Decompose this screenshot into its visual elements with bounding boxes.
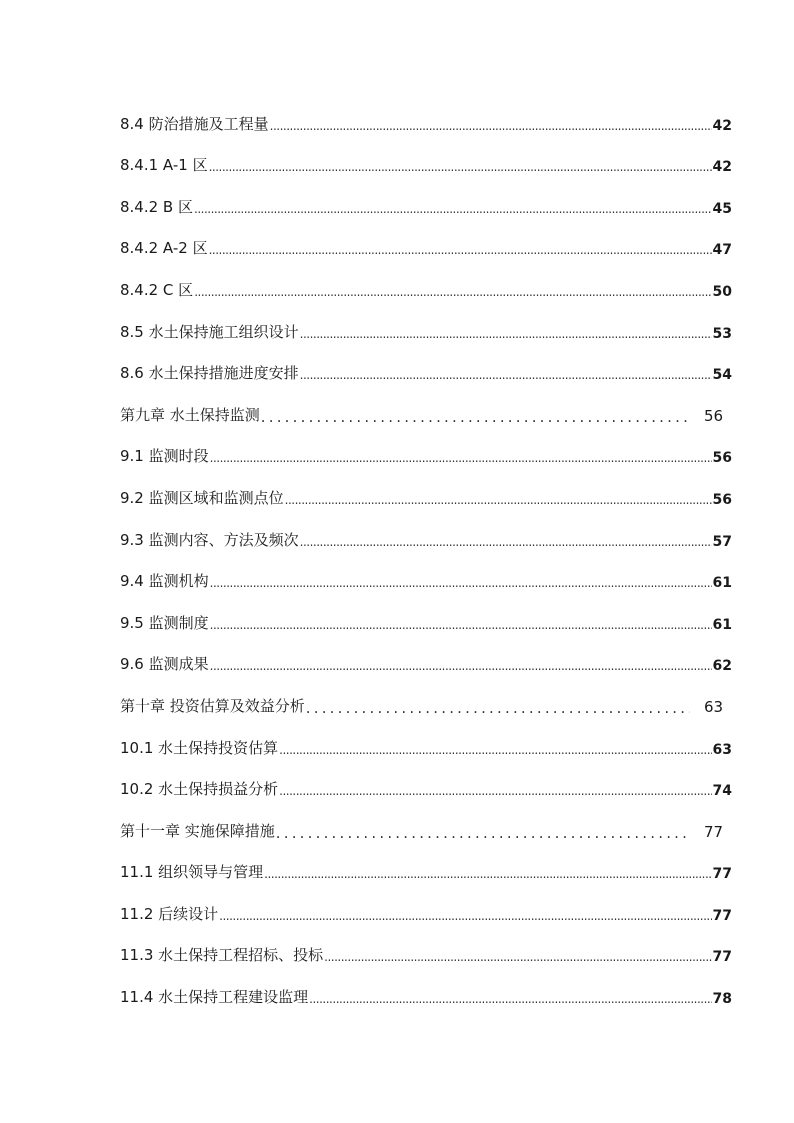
dot-leader	[300, 368, 712, 383]
toc-entry-label: 8.4.2 A-2 区	[120, 239, 208, 258]
toc-chapter-label: 第十一章 实施保障措施	[120, 821, 275, 840]
toc-entry-label: 9.2 监测区域和监测点位	[120, 488, 284, 507]
toc-chapter-11[interactable]	[120, 811, 732, 853]
toc-entry-label: 10.1 水土保持投资估算	[120, 738, 279, 757]
toc-entry-label: 8.6 水土保持措施进度安排	[120, 364, 299, 383]
toc-entry-page: 53	[712, 325, 732, 342]
dot-leader	[300, 535, 712, 550]
toc-entry-9-4[interactable]	[120, 562, 732, 604]
toc-entry-11-2[interactable]	[120, 894, 732, 936]
toc-entry-page: 77	[712, 866, 732, 883]
toc-entry-label: 9.3 监测内容、方法及频次	[120, 530, 299, 549]
toc-entry-8-4-1[interactable]	[120, 146, 732, 188]
toc-entry-label: 9.6 监测成果	[120, 655, 209, 674]
toc-entry-page: 45	[712, 200, 732, 217]
toc-entry-label: 8.4.1 A-1 区	[120, 156, 208, 175]
dot-leader	[306, 701, 690, 716]
dot-leader	[210, 659, 712, 674]
table-of-contents	[120, 104, 732, 1019]
toc-entry-page: 42	[712, 117, 732, 134]
dot-leader	[210, 576, 712, 591]
toc-chapter-10[interactable]	[120, 686, 732, 728]
toc-entry-label: 8.4.2 C 区	[120, 280, 194, 299]
toc-entry-page: 47	[712, 242, 732, 259]
toc-entry-label: 8.5 水土保持施工组织设计	[120, 322, 299, 341]
toc-entry-page: 62	[712, 658, 732, 675]
toc-entry-9-3[interactable]	[120, 520, 732, 562]
toc-entry-page: 63	[712, 741, 732, 758]
dot-leader	[276, 826, 690, 841]
toc-chapter-label: 第十章 投资估算及效益分析	[120, 696, 305, 715]
toc-entry-9-6[interactable]	[120, 645, 732, 687]
toc-entry-label: 11.2 后续设计	[120, 904, 219, 923]
dot-leader	[270, 119, 712, 134]
toc-entry-page: 42	[712, 159, 732, 176]
toc-chapter-label: 第九章 水土保持监测	[120, 405, 260, 424]
toc-entry-page: 61	[712, 616, 732, 633]
dot-leader	[279, 743, 711, 758]
toc-entry-page: 54	[712, 367, 732, 384]
toc-entry-9-1[interactable]	[120, 437, 732, 479]
toc-entry-page: 74	[712, 783, 732, 800]
dot-leader	[210, 618, 712, 633]
toc-chapter-9[interactable]	[120, 395, 732, 437]
dot-leader	[309, 992, 711, 1007]
toc-entry-8-5[interactable]	[120, 312, 732, 354]
toc-entry-label: 9.4 监测机构	[120, 572, 209, 591]
toc-entry-label: 11.4 水土保持工程建设监理	[120, 988, 309, 1007]
toc-entry-page: 77	[712, 907, 732, 924]
toc-entry-8-6[interactable]	[120, 354, 732, 396]
toc-entry-8-4-2-a2[interactable]	[120, 229, 732, 271]
dot-leader	[264, 867, 711, 882]
toc-entry-label: 8.4 防治措施及工程量	[120, 114, 269, 133]
toc-entry-page: 77	[712, 949, 732, 966]
toc-entry-10-1[interactable]	[120, 728, 732, 770]
toc-entry-11-4[interactable]	[120, 977, 732, 1019]
toc-entry-label: 9.5 监测制度	[120, 613, 209, 632]
dot-leader	[194, 202, 712, 217]
dot-leader	[285, 493, 712, 508]
toc-entry-page: 56	[712, 450, 732, 467]
dot-leader	[324, 950, 711, 965]
toc-entry-10-2[interactable]	[120, 770, 732, 812]
toc-entry-label: 11.3 水土保持工程招标、投标	[120, 946, 324, 965]
toc-entry-8-4-2-b[interactable]	[120, 187, 732, 229]
toc-chapter-page: 77	[704, 822, 724, 841]
toc-entry-page: 50	[712, 283, 732, 300]
toc-entry-page: 61	[712, 575, 732, 592]
toc-entry-label: 8.4.2 B 区	[120, 197, 193, 216]
toc-entry-8-4[interactable]	[120, 104, 732, 146]
toc-entry-11-1[interactable]	[120, 853, 732, 895]
dot-leader	[209, 243, 712, 258]
dot-leader	[194, 285, 711, 300]
dot-leader	[219, 909, 711, 924]
dot-leader	[210, 451, 712, 466]
toc-chapter-page: 56	[704, 406, 724, 425]
dot-leader	[300, 327, 712, 342]
toc-entry-page: 57	[712, 533, 732, 550]
toc-entry-label: 10.2 水土保持损益分析	[120, 780, 279, 799]
toc-entry-page: 56	[712, 491, 732, 508]
toc-chapter-page: 63	[704, 697, 724, 716]
toc-entry-9-5[interactable]	[120, 603, 732, 645]
dot-leader	[209, 160, 712, 175]
toc-entry-9-2[interactable]	[120, 478, 732, 520]
toc-entry-8-4-2-c[interactable]	[120, 270, 732, 312]
toc-entry-label: 11.1 组织领导与管理	[120, 863, 264, 882]
toc-entry-11-3[interactable]	[120, 936, 732, 978]
toc-entry-label: 9.1 监测时段	[120, 447, 209, 466]
dot-leader	[279, 784, 711, 799]
dot-leader	[261, 410, 690, 425]
toc-entry-page: 78	[712, 991, 732, 1008]
